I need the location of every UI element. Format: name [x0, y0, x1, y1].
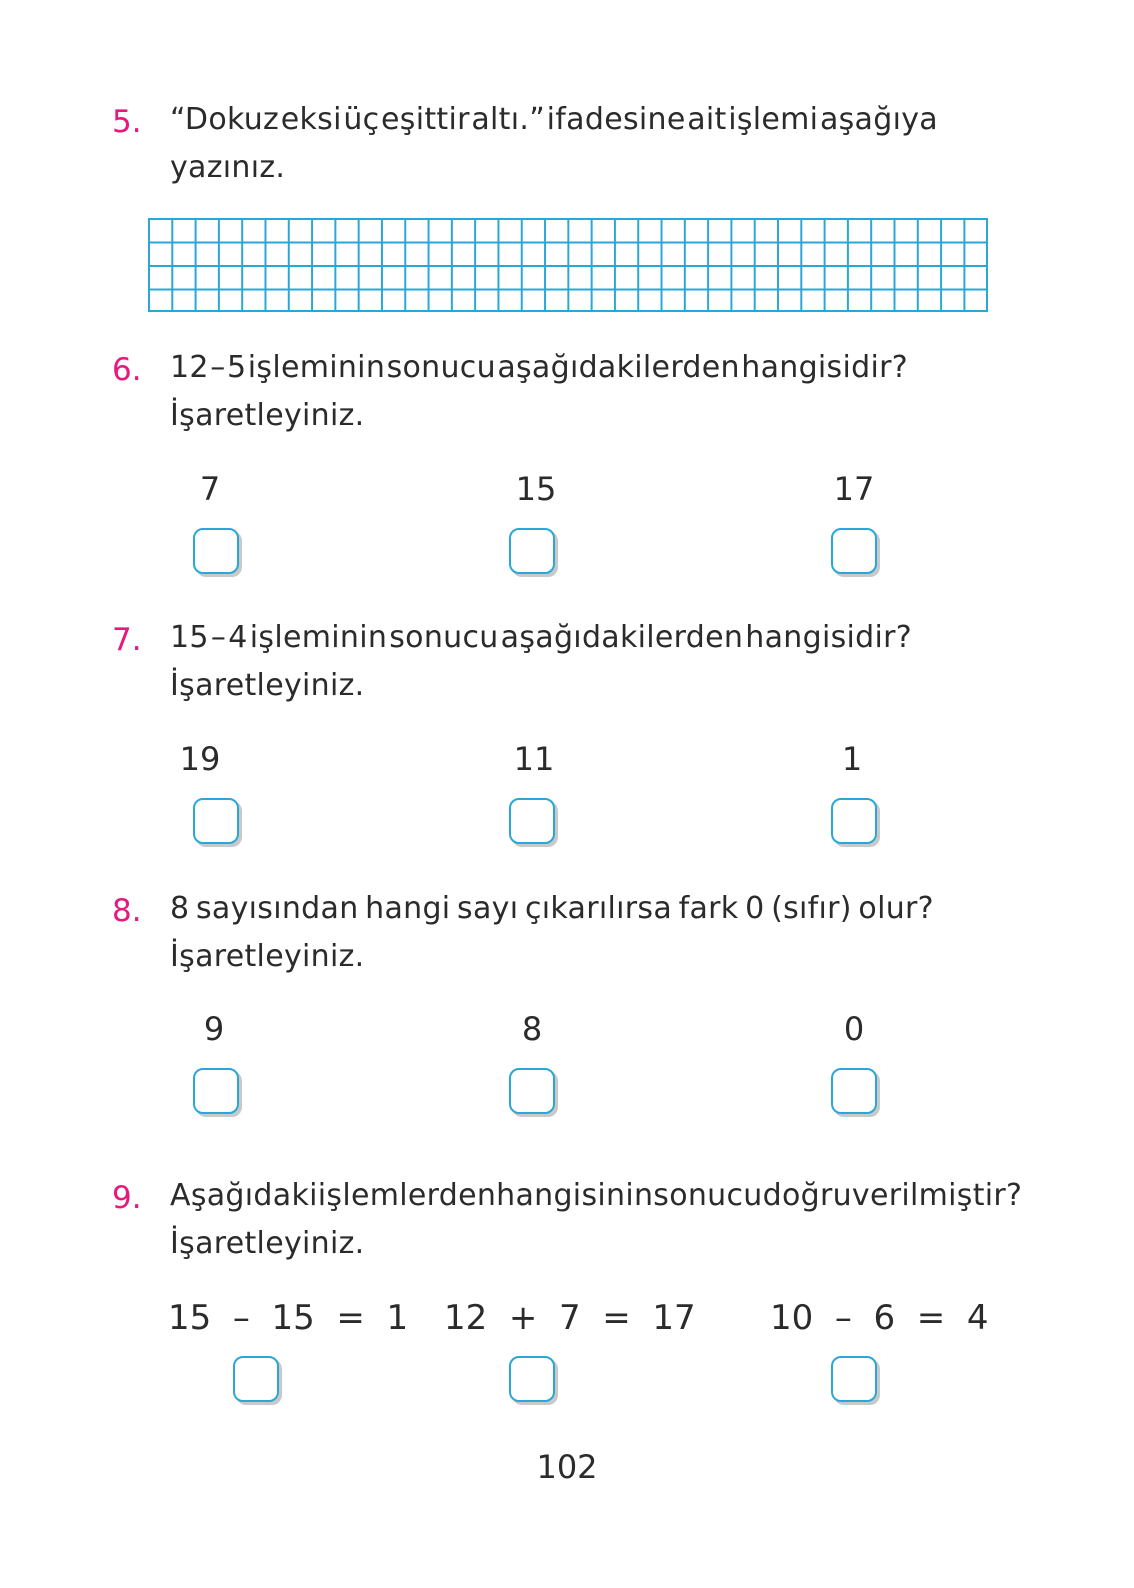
- question-text-line-1: [170, 616, 912, 660]
- answer-checkbox[interactable]: [193, 528, 239, 574]
- question-number: 6.: [112, 352, 142, 388]
- question-number: 7.: [112, 622, 142, 658]
- answer-checkbox[interactable]: [509, 1068, 555, 1114]
- word: ait: [687, 102, 727, 137]
- word: aşağıdakilerden: [497, 350, 740, 385]
- word: 15: [170, 620, 209, 655]
- option-label: 17: [833, 470, 875, 508]
- answer-checkbox[interactable]: [831, 798, 877, 844]
- word: –: [210, 350, 226, 385]
- option-label: 1: [841, 740, 863, 778]
- question-number: 8.: [112, 893, 142, 929]
- answer-checkbox[interactable]: [509, 798, 555, 844]
- question-number: 5.: [112, 104, 142, 140]
- word: hangisinin: [496, 1178, 654, 1213]
- answer-checkbox[interactable]: [233, 1356, 279, 1402]
- word: sayı: [457, 891, 519, 926]
- word: işlemi: [728, 102, 819, 137]
- option-equation: 12 + 7 = 17: [444, 1298, 696, 1338]
- answer-checkbox[interactable]: [509, 528, 555, 574]
- word: sonucu: [386, 350, 496, 385]
- word: aşağıdakilerden: [500, 620, 744, 655]
- answer-checkbox[interactable]: [193, 1068, 239, 1114]
- word: Aşağıdaki: [170, 1178, 318, 1213]
- word: –: [210, 620, 227, 655]
- word: 12: [170, 350, 209, 385]
- option-equation: 10 – 6 = 4: [770, 1298, 989, 1338]
- question-text-line-2: İşaretleyiniz.: [170, 1226, 365, 1261]
- option-label: 8: [521, 1010, 543, 1048]
- answer-checkbox[interactable]: [509, 1356, 555, 1402]
- answer-checkbox[interactable]: [831, 1068, 877, 1114]
- option-label: 15: [515, 470, 557, 508]
- question-number: 9.: [112, 1180, 142, 1216]
- word: ifadesine: [546, 102, 686, 137]
- page-number: 102: [536, 1448, 598, 1486]
- answer-checkbox[interactable]: [831, 528, 877, 574]
- question-text-line-2: İşaretleyiniz.: [170, 668, 365, 703]
- question-text-line-1: [170, 887, 934, 931]
- word: eksi: [280, 102, 342, 137]
- option-label: 9: [203, 1010, 225, 1048]
- word: işleminin: [249, 620, 388, 655]
- question-text-line-1: [170, 1174, 1023, 1218]
- word: doğru: [762, 1178, 852, 1213]
- question-text-line-2: yazınız.: [170, 150, 286, 185]
- answer-checkbox[interactable]: [193, 798, 239, 844]
- question-text-line-1: [170, 346, 908, 390]
- word: sonucu: [653, 1178, 763, 1213]
- word: sayısından: [196, 891, 359, 926]
- word: aşağıya: [819, 102, 938, 137]
- option-label: 7: [199, 470, 221, 508]
- word: hangisidir?: [745, 620, 912, 655]
- word: hangi: [365, 891, 451, 926]
- word: 8: [170, 891, 190, 926]
- answer-writing-grid[interactable]: [148, 218, 988, 312]
- answer-checkbox[interactable]: [831, 1356, 877, 1402]
- word: 0: [745, 891, 765, 926]
- word: 5: [226, 350, 247, 385]
- word: çıkarılırsa: [524, 891, 673, 926]
- word: altı.”: [471, 102, 546, 137]
- word: (sıfır): [771, 891, 852, 926]
- option-equation: 15 – 15 = 1: [168, 1298, 409, 1338]
- word: işleminin: [247, 350, 386, 385]
- option-label: 0: [843, 1010, 865, 1048]
- question-text-line-1: [170, 98, 938, 142]
- word: işlemlerden: [317, 1178, 497, 1213]
- word: eşittir: [381, 102, 470, 137]
- word: verilmiştir?: [851, 1178, 1023, 1213]
- word: fark: [678, 891, 739, 926]
- word: olur?: [858, 891, 934, 926]
- question-text-line-2: İşaretleyiniz.: [170, 939, 365, 974]
- word: hangisidir?: [741, 350, 908, 385]
- option-label: 11: [513, 740, 555, 778]
- word: “Dokuz: [170, 102, 280, 137]
- option-label: 19: [179, 740, 221, 778]
- word: 4: [228, 620, 248, 655]
- question-text-line-2: İşaretleyiniz.: [170, 398, 365, 433]
- word: sonucu: [389, 620, 499, 655]
- word: üç: [343, 102, 380, 137]
